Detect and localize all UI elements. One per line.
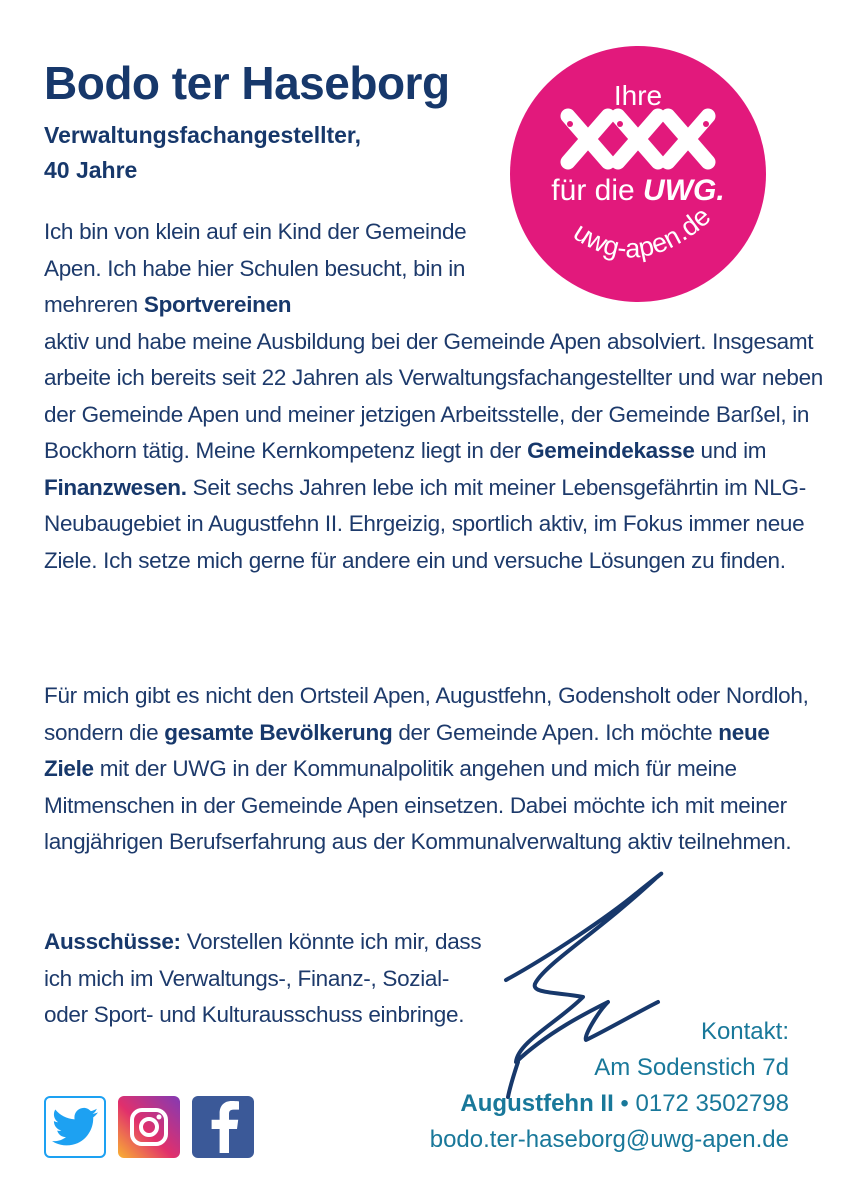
instagram-link[interactable] [118, 1096, 180, 1158]
instagram-icon [128, 1106, 170, 1148]
contact-email[interactable]: bodo.ter-haseborg@uwg-apen.de [429, 1126, 789, 1153]
badge-url: uwg-apen.de [568, 200, 717, 264]
contact-city-phone [430, 1086, 789, 1122]
highlight-gemeindekasse: Gemeindekasse [527, 438, 695, 463]
badge-middle-text: für die UWG. [551, 174, 725, 207]
contact-street: Am Sodenstich 7d [594, 1054, 789, 1081]
highlight-sportvereine: Sportvereinen [143, 292, 292, 317]
facebook-link[interactable] [192, 1096, 254, 1158]
highlight-neue-ziele: neue Ziele [44, 719, 770, 781]
contact-block [430, 1014, 789, 1158]
highlight-finanzwesen: Finanzwesen. [44, 474, 187, 500]
contact-label: Kontakt: [700, 1018, 789, 1045]
contact-phone[interactable]: 0172 3502798 [635, 1090, 789, 1117]
committees-paragraph: Ausschüsse: Vorstellen könnte ich mir, dass ich mich im Verwaltungs-, Finanz-, Sozial- oder Sport- und Kulturausschuss einbringe. [44, 929, 482, 1027]
twitter-link[interactable] [44, 1096, 106, 1158]
badge-uwg: UWG. [643, 174, 725, 207]
badge-top-text: Ihre [613, 80, 663, 111]
twitter-icon [52, 1107, 98, 1147]
bio-paragraph-2: Für mich gibt es nicht den Ortsteil Apen, Augustfehn, Godensholt oder Nordloh, sondern die gesamte Bevölkerung der Gemeinde Apen. Ich möchte neue Ziele mit der UWG in der Kommunalpolitik angehen und mich für meine Mitmenschen in der Gemeinde Apen einsetzen. Dabei möchte ich mit meiner langjährigen Berufserfahrung aus der Kommunalverwaltung aktiv teilnehmen. [44, 683, 809, 854]
candidate-subtitle [44, 118, 424, 188]
subtitle-age: 40 Jahre [44, 157, 138, 183]
facebook-icon [203, 1101, 243, 1153]
contact-city: Augustfehn II [460, 1090, 614, 1117]
highlight-bevoelkerung: gesamte Bevölkerung [164, 719, 393, 745]
contact-separator: • [620, 1090, 629, 1117]
committees-label: Ausschüsse: [44, 929, 181, 954]
subtitle-profession: Verwaltungsfachangestellter, [44, 122, 362, 148]
bio-paragraph-1: Ich bin von klein auf ein Kind der Gemeinde Apen. Ich habe hier Schulen besucht, bin in mehreren Sportvereinen aktiv und habe meine Ausbildung bei der Gemeinde Apen absolviert. Insgesamt arbeite ich bereits seit 22 Jahren als Verwaltungsfachangestellter und war neben der Gemeinde Apen und meiner jetzigen Arbeitsstelle, der Gemeinde Barßel, in Bockhorn tätig. Meine Kernkompetenz liegt in der Gemeindekasse und im Finanzwesen. Seit sechs Jahren lebe ich mit meiner Lebensgefährtin im NLG-Neubaugebiet in Augustfehn II. Ehrgeizig, sportlich aktiv, im Fokus immer neue Ziele. Ich setze mich gerne für andere ein und versuche Lösungen zu finden. [44, 219, 823, 573]
candidate-name: Bodo ter Haseborg [44, 57, 450, 109]
